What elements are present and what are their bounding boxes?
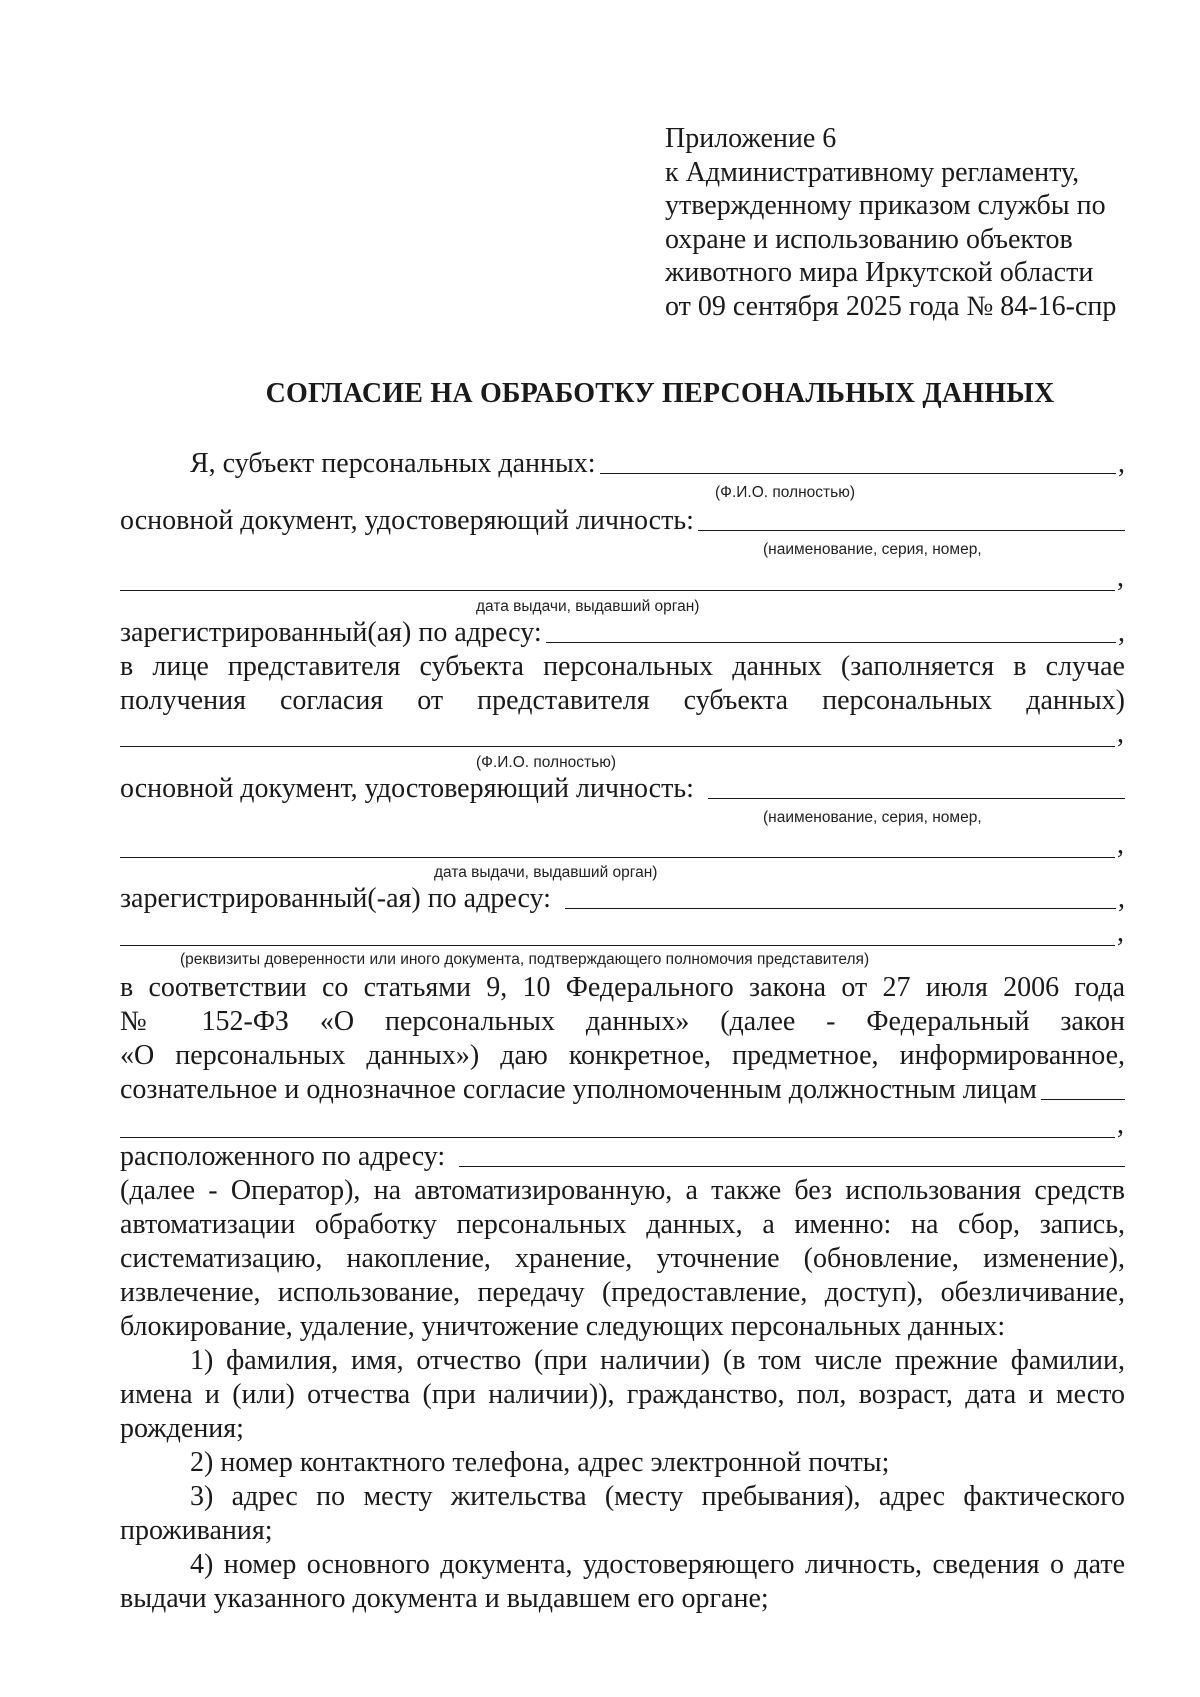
document-title: СОГЛАСИЕ НА ОБРАБОТКУ ПЕРСОНАЛЬНЫХ ДАННЫХ	[265, 378, 1055, 409]
document-page: Приложение 6 к Административному регламенту, утвержденному приказом службы по охране и использованию объектов животного мира Иркутской области от 09 сентября 2025 года № 84-16-спр СОГЛАСИЕ НА ОБРАБОТКУ ПЕРСОНАЛЬНЫХ ДАННЫХ Я, субъект персональных данных: , (Ф.И.О. полностью) основной документ, удостоверяющий личность: (наименование, серия, номер, , дата выдачи, выдавший орган) зарегистрированный(ая) по адресу: , в лице представителя субъекта персональных данных (заполняется в случае получения согласия от представителя субъекта персональных данных) , (Ф.И.О. полностью) основной документ, удостоверяющий личность: (наименование, серия, номер, , дата выдачи, выдавший орган) зарегистрированный(-ая) по адресу: , , (реквизиты доверенности или иного документа, подтверждающего полномочия представителя) в соответствии со статьями 9, 10 Федерального закона от 27 июля 2006 года № 152-ФЗ «О персональных данных» (далее - Федеральный закон «О персональных данных») даю конкретное, предметное, информированное, сознательное и однозначное согласие уполномоченным должностным лицам , расположенного по адресу: (далее - Оператор), на автоматизированную, а также без использования средств автоматизации обработку персональных данных, а именно: на сбор, запись, систематизацию, накопление, хранение, уточнение (обновление, изменение), извлечение, использование, передачу (предоставление, доступ), обезличивание, блокирование, удаление, уничтожение следующих персональных данных: 1) фамилия, имя, отчество (при наличии) (в том числе прежние фамилии, имена и (или) отчества (при наличии)), гражданство, пол, возраст, дата и место рождения; 2) номер контактного телефона, адрес электронной почты; 3) адрес по месту жительства (месту пребывания), адрес фактического проживания; 4) номер основного документа, удостоверяющего личность, сведения о дате выдачи указанного документа и выдавшем его органе;	[0, 0, 1200, 1697]
address-field-1[interactable]: зарегистрированный(ая) по адресу: ,	[120, 617, 1125, 648]
appendix-line: Приложение 6	[665, 123, 837, 154]
address-blank[interactable]	[565, 907, 1116, 909]
data-list-item: проживания;	[120, 1515, 273, 1546]
authorized-officials-blank[interactable]	[1041, 1098, 1125, 1100]
operator-address-field[interactable]	[120, 1141, 1125, 1173]
data-list-item: рождения;	[120, 1413, 244, 1444]
hint-document: (наименование, серия, номер,	[763, 541, 982, 558]
authorized-officials-blank-continuation[interactable]	[120, 1137, 1115, 1138]
subject-fio-blank[interactable]	[600, 472, 1116, 474]
appendix-line: охране и использованию объектов	[665, 223, 1073, 255]
id-document-blank-continuation[interactable]	[120, 857, 1115, 858]
processing-text: автоматизации обработку персональных данных, а именно: на сбор, запись,	[120, 1209, 1125, 1240]
address-blank[interactable]	[546, 641, 1116, 643]
operator-address-label: расположенного по адресу:	[120, 1141, 446, 1172]
processing-text: блокирование, удаление, уничтожение следующих персональных данных:	[120, 1311, 1006, 1342]
representative-fio-blank[interactable]	[120, 746, 1115, 747]
data-list-item: 2) номер контактного телефона, адрес электронной почты;	[190, 1447, 890, 1478]
processing-text: извлечение, использование, передачу (предоставление, доступ), обезличивание,	[120, 1277, 1125, 1308]
subject-label: Я, субъект персональных данных:	[190, 448, 596, 479]
id-document-blank-continuation[interactable]	[120, 590, 1115, 591]
power-of-attorney-blank[interactable]	[120, 945, 1115, 946]
address-label: зарегистрированный(-ая) по адресу:	[120, 883, 551, 914]
processing-text: (далее - Оператор), на автоматизированную, а также без использования средств	[120, 1175, 1125, 1206]
data-list-item: 4) номер основного документа, удостоверяющего личность, сведения о дате	[190, 1549, 1125, 1580]
consent-text: № 152-ФЗ «О персональных данных» (далее - Федеральный закон	[120, 1006, 1125, 1037]
data-list-item: 1) фамилия, имя, отчество (при наличии) (в том числе прежние фамилии,	[190, 1345, 1125, 1376]
hint-document: (наименование, серия, номер,	[763, 809, 982, 826]
appendix-header	[665, 122, 1145, 323]
processing-text: систематизацию, накопление, хранение, уточнение (обновление, изменение),	[120, 1243, 1125, 1274]
representative-text: в лице представителя субъекта персональных данных (заполняется в случае	[120, 651, 1125, 682]
data-list-item: выдачи указанного документа и выдавшем его органе;	[120, 1583, 769, 1614]
address-field-2[interactable]: зарегистрированный(-ая) по адресу: ,	[120, 883, 1125, 914]
id-document-label: основной документ, удостоверяющий личность:	[120, 773, 694, 804]
id-document-field-2[interactable]	[120, 773, 1125, 805]
hint-fio: (Ф.И.О. полностью)	[476, 754, 616, 771]
consent-text: «О персональных данных») даю конкретное, предметное, информированное,	[120, 1040, 1125, 1071]
data-list-item: имена и (или) отчества (при наличии)), гражданство, пол, возраст, дата и место	[120, 1379, 1125, 1410]
operator-address-blank[interactable]	[459, 1165, 1125, 1167]
id-document-field-1[interactable]	[120, 505, 1125, 537]
data-list-item: 3) адрес по месту жительства (месту пребывания), адрес фактического	[190, 1481, 1125, 1512]
id-document-blank[interactable]	[708, 797, 1125, 799]
appendix-line: к Административному регламенту,	[665, 156, 1080, 188]
id-document-label: основной документ, удостоверяющий личность:	[120, 505, 694, 536]
subject-fio-field[interactable]: Я, субъект персональных данных: ,	[190, 448, 1125, 479]
authorized-officials-field[interactable]	[120, 1074, 1125, 1106]
hint-power-of-attorney: (реквизиты доверенности или иного документа, подтверждающего полномочия представителя)	[180, 951, 870, 968]
appendix-line: утвержденному приказом службы по	[665, 190, 1106, 221]
address-label: зарегистрированный(ая) по адресу:	[120, 617, 542, 648]
hint-document-issue: дата выдачи, выдавший орган)	[476, 598, 700, 615]
appendix-line: животного мира Иркутской области	[665, 257, 1094, 288]
hint-fio: (Ф.И.О. полностью)	[715, 484, 855, 501]
representative-text: получения согласия от представителя субъекта персональных данных)	[120, 685, 1125, 716]
appendix-line: от 09 сентября 2025 года № 84-16-спр	[665, 290, 1117, 322]
id-document-blank[interactable]	[698, 529, 1125, 531]
consent-text: сознательное и однозначное согласие уполномоченным должностным лицам	[120, 1074, 1037, 1105]
hint-document-issue: дата выдачи, выдавший орган)	[434, 864, 658, 881]
consent-text: в соответствии со статьями 9, 10 Федерального закона от 27 июля 2006 года	[120, 972, 1125, 1003]
